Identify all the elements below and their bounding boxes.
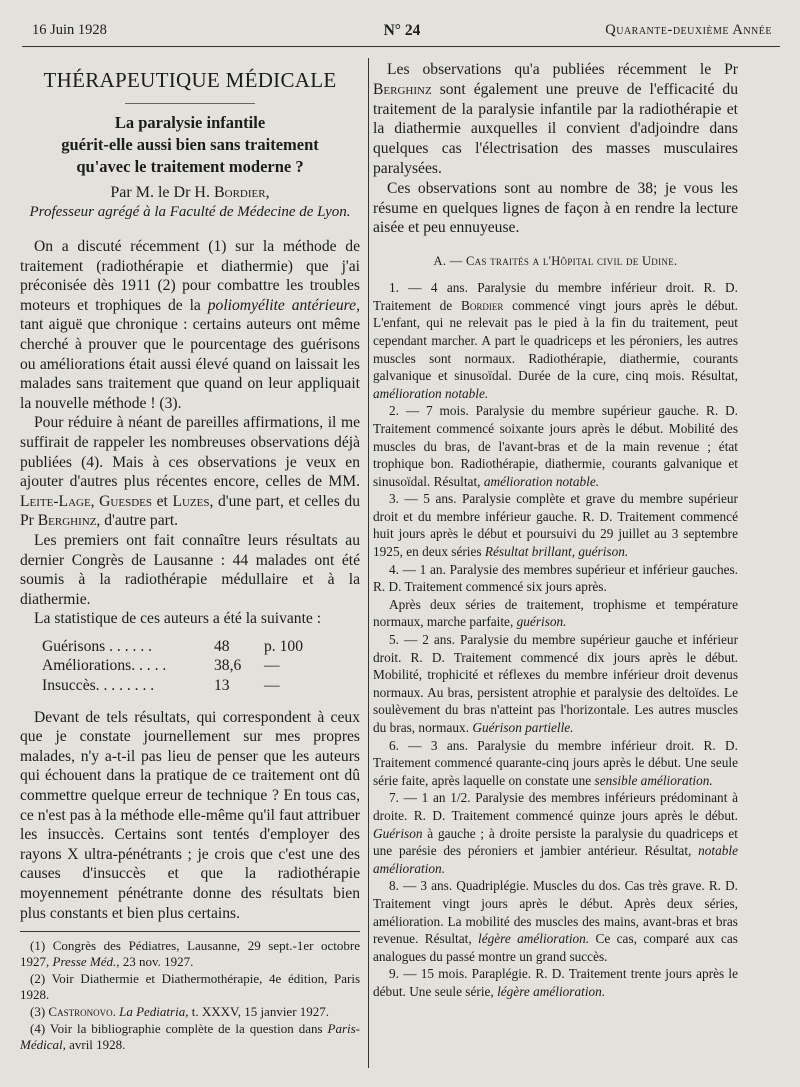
right-column: [373, 60, 738, 1001]
cases-heading: A. — Cas traités a l'Hôpital civil de Udine.: [433, 254, 678, 269]
author-affiliation: Professeur agrégé à la Faculté de Médecine de Lyon.: [29, 204, 351, 220]
stat-row: Améliorations. . . . . 38,6 —: [42, 657, 280, 675]
header-rule: [22, 46, 780, 47]
article-title-line-2: guérit-elle aussi bien sans traitement: [61, 135, 319, 154]
section-title: THÉRAPEUTIQUE MÉDICALE: [43, 68, 337, 92]
column-divider: [368, 58, 369, 1068]
left-column: [20, 60, 360, 1054]
author-name: Bordier,: [213, 184, 270, 201]
paragraph-1: On a discuté récemment (1) sur la méthode de traitement (radiothérapie et diathermie) que j'ai préconisée dès 1911 (2) pour combattre les troubles moteurs et trophiques de la poliomyélite antérieure, tant aiguë que chronique : certains auteurs ont même cherché à prouver que le pourcentage des guérisons ou améliorations était aussi élevé quand on laissait les malades sans traitement que quand on leur appliquait la nouvelle méthode ! (3).: [20, 238, 360, 412]
case-item: 4. — 1 an. Paralysie des membres supérieur et inférieur gauches. R. D. Traitement commencé six jours après.: [373, 561, 738, 595]
footnote-2: (2) Voir Diathermie et Diathermothérapie, 4e édition, Paris 1928.: [20, 971, 360, 1003]
case-item: 9. — 15 mois. Paraplégie. R. D. Traitement trente jours après le début. Une seule série, légère amélioration.: [373, 966, 738, 999]
footnote-4: (4) Voir la bibliographie complète de la question dans Paris-Médical, avril 1928.: [20, 1021, 360, 1053]
case-item: 7. — 1 an 1/2. Paralysie des membres inférieurs prédominant à droite. R. D. Traitement commencé quinze jours après le début. Guérison à gauche ; à droite persiste la paralysie du quadriceps et une parésie des péroniers et jambier antérieur. Résultat, notable amélioration.: [373, 790, 738, 876]
case-item: 5. — 2 ans. Paralysie du membre supérieur gauche et inférieur droit. R. D. Traitement commencé dix jours après le début. Mobilité, trophicité et réflexes du membre inférieur droit devenus normaux. Au bras, persistent atrophie et paralysie des deltoïdes. Le soulèvement du bras n'atteint pas l'horizontale. Les autres muscles du bras, normaux. Guérison partielle.: [373, 632, 738, 736]
paragraph-3: Les premiers ont fait connaître leurs résultats au dernier Congrès de Lausanne : 44 malades ont été soumis à la radiothérapie médullaire et à la diathermie.: [20, 531, 360, 608]
issue-number: N° 24: [383, 22, 421, 39]
paragraph-5: Devant de tels résultats, qui correspondent à ceux que je constate journellement sur mes propres malades, n'y a-t-il pas lieu de penser que les auteurs qui échouent dans la pratique de ce traitement ont dû commettre quelque erreur de technique ? En tous cas, ce n'est pas à la méthode elle-même qu'il faut attribuer les insuccès. Certains sont tentés d'employer des rayons X ultra-pénétrants ; je crois que c'est une des causes d'insuccès et que la radiothérapie moyennement pénétrante donne des résultats bien plus constants et bien plus certains.: [20, 708, 360, 922]
byline: [20, 184, 360, 202]
title-divider: [125, 103, 255, 104]
footnote-1: (1) Congrès des Pédiatres, Lausanne, 29 sept.-1er octobre 1927, Presse Méd., 23 nov. 1927.: [20, 938, 360, 970]
byline-prefix: Par M. le Dr H.: [110, 184, 210, 201]
case-item-continued: Après deux séries de traitement, trophisme et température normaux, marche parfaite, guérison.: [373, 596, 738, 630]
footnote-3: (3) Castronovo. La Pediatria, t. XXXV, 15 janvier 1927.: [30, 1004, 330, 1020]
issue-year: Quarante-deuxième Année: [605, 22, 772, 38]
case-item: 8. — 3 ans. Quadriplégie. Muscles du dos. Cas très grave. R. D. Traitement vingt jours après le début. Après deux séries, amélioration. La mobilité des muscles des mains, avant-bras et bras revenue. Résultat, légère amélioration. Ce cas, comparé aux cas analogues du passé montre un grand succès.: [373, 878, 738, 964]
stat-row: Guérisons . . . . . . 48 p. 100: [42, 637, 303, 655]
footnotes: [20, 931, 360, 1053]
right-paragraph-2: Ces observations sont au nombre de 38; je vous les résume en quelques lignes de façon à en rendre la lecture aisée et peu ennuyeuse.: [373, 179, 738, 237]
paragraph-4: La statistique de ces auteurs a été la suivante :: [34, 610, 322, 628]
statistics-table: [42, 637, 360, 696]
issue-date: 16 Juin 1928: [32, 22, 107, 38]
stat-row: Insuccès. . . . . . . . 13 —: [42, 677, 280, 695]
case-item: 3. — 5 ans. Paralysie complète et grave du membre supérieur droit et du membre inférieur gauche. R. D. Traitement commencé huit jours après le début et poursuivi du 29 juillet au 3 septembre 1925, en deux séries Résultat brillant, guérison.: [373, 491, 738, 560]
paragraph-2: Pour réduire à néant de pareilles affirmations, il me suffirait de rappeler les nombreuses observations déjà publiées (4). Mais à ces observations je veux en ajouter d'autres plus récentes encore, celles de MM. Leite-Lage, Guesdes et Luzes, d'une part, et celles du Pr Berghinz, d'autre part.: [20, 414, 360, 530]
case-item: 6. — 3 ans. Paralysie du membre inférieur droit. R. D. Traitement commencé quarante-cinq jours après le début. Une seule série faite, après laquelle on constate une sensible amélioration.: [373, 737, 738, 788]
article-title: [20, 112, 360, 178]
article-title-line-1: La paralysie infantile: [114, 113, 266, 132]
case-item: 2. — 7 mois. Paralysie du membre supérieur gauche. R. D. Traitement commencé soixante jours après le début. Mobilité des muscles du bras, de l'avant-bras et de la main revenue ; état trophique bon. Radiothérapie, diathermie, courants galvanique et sinusoïdal. Résultat, amélioration notable.: [373, 403, 738, 489]
right-paragraph-1: Les observations qu'a publiées récemment le Pr Berghinz sont également une preuve de l'efficacité du traitement de la paralysie infantile par la radiothérapie et la diathermie auxquelles il convient d'adjoindre dans quelques cas l'électrisation des masses musculaires paralysées.: [373, 61, 738, 177]
page-header: [32, 22, 772, 42]
article-title-line-3: qu'avec le traitement moderne ?: [76, 157, 304, 176]
case-item: 1. — 4 ans. Paralysie du membre inférieur droit. R. D. Traitement de Bordier commencé vingt jours après le début. L'enfant, qui ne relevait pas le pied à la fin du traitement, peut cependant marcher. A part le quadriceps et les péroniers, les autres muscles sont normaux. Radiothérapie, diathermie, courants galvanique et sinusoïdal. Durée de la cure, cinq mois. Résultat, amélioration notable.: [373, 280, 739, 401]
